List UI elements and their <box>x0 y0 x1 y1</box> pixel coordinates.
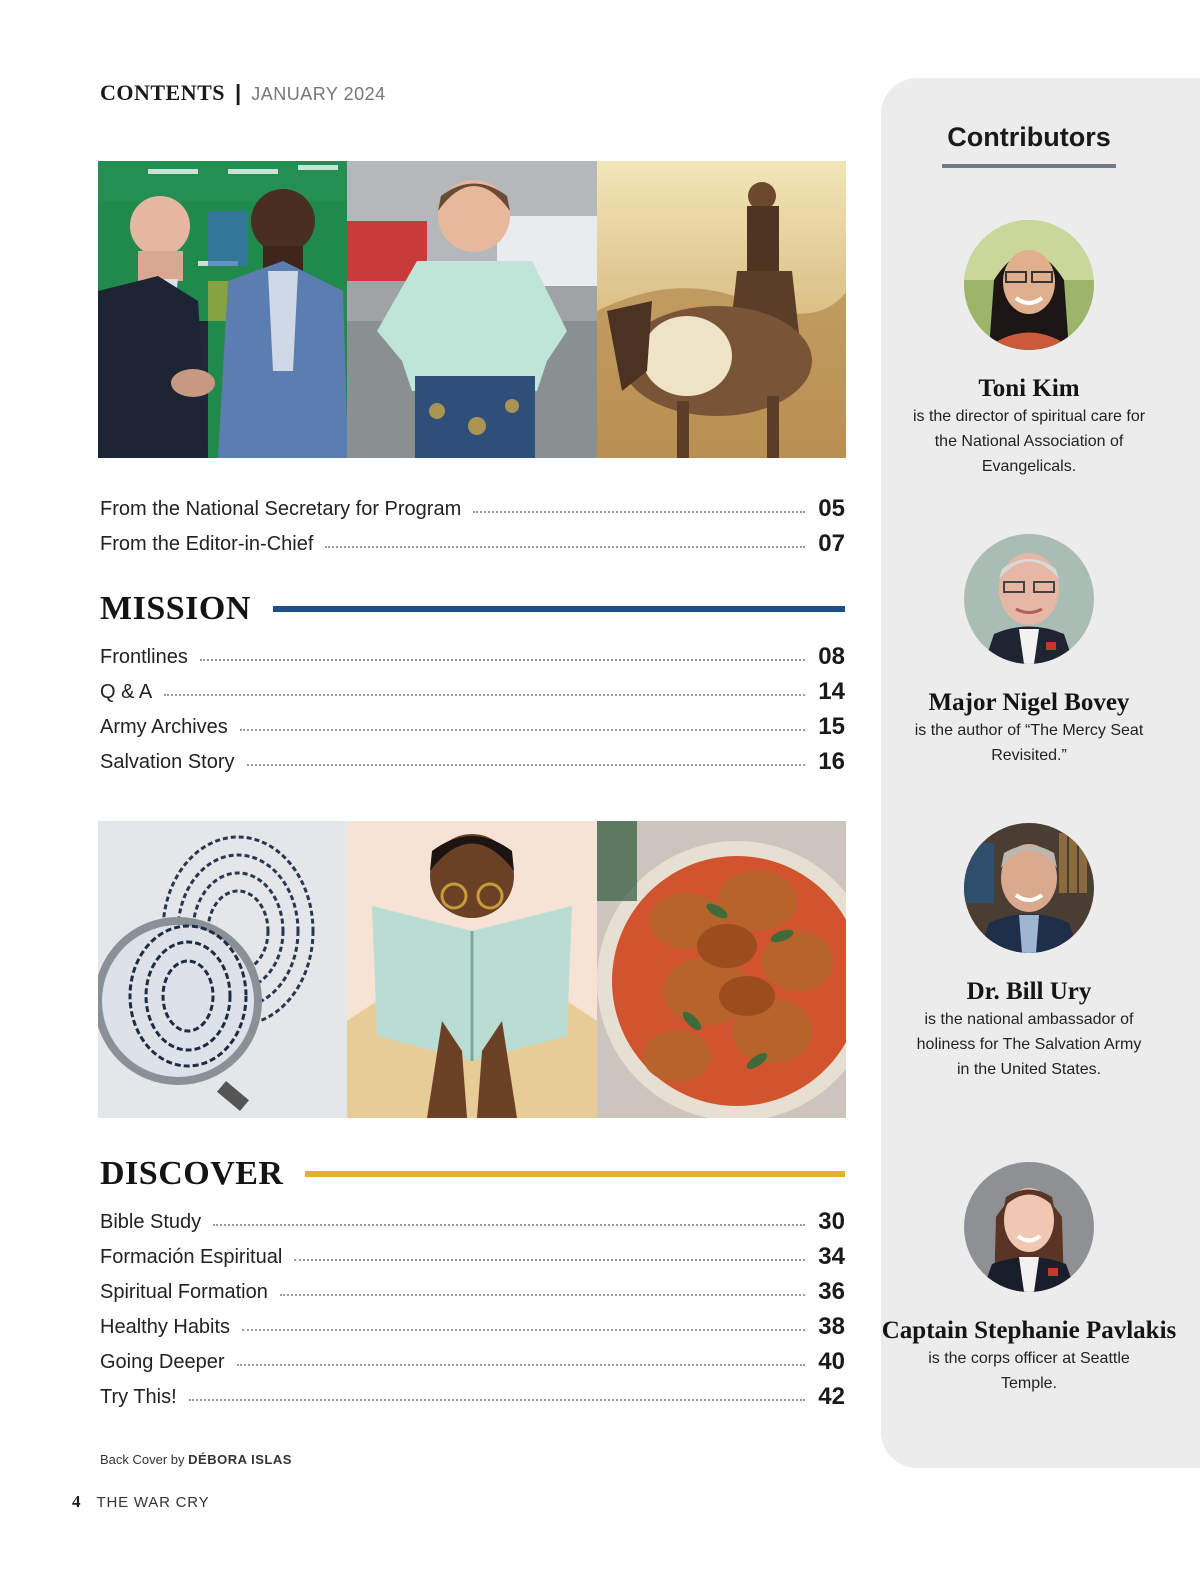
contributor-card <box>881 220 1177 479</box>
back-cover-credit <box>100 1452 292 1467</box>
avatar <box>964 1162 1094 1292</box>
avatar <box>964 823 1094 953</box>
credit-artist: DÉBORA ISLAS <box>188 1452 292 1467</box>
photo-horse-rider <box>597 161 846 458</box>
section-title: MISSION <box>100 590 251 627</box>
contributor-bio: is the corps officer at Seattle Temple. <box>928 1350 1130 1392</box>
avatar <box>964 534 1094 664</box>
contributors-sidebar <box>881 78 1200 1468</box>
contributor-name: Toni Kim <box>978 375 1080 402</box>
toc-item-label: Healthy Habits <box>100 1315 231 1338</box>
toc-item-label: From the Editor-in-Chief <box>100 532 314 555</box>
section-title: DISCOVER <box>100 1155 284 1192</box>
toc-item-label: Going Deeper <box>100 1350 225 1373</box>
contributor-bio: is the director of spiritual care for the National Association of Evangelicals. <box>912 408 1146 475</box>
contributor-bio: is the national ambassador of holiness for The Salvation Army in the United States. <box>916 1011 1142 1078</box>
illustration-reader <box>347 821 596 1118</box>
leader-dots <box>164 694 805 696</box>
leader-dots <box>237 1364 805 1366</box>
contributor-card <box>881 823 1177 1082</box>
toc-item-page: 30 <box>818 1208 845 1235</box>
top-photo-strip <box>98 161 846 458</box>
toc-item-page: 42 <box>818 1383 845 1410</box>
issue-date: JANUARY 2024 <box>251 84 386 104</box>
toc-item-label: Formación Espiritual <box>100 1245 283 1268</box>
toc-item[interactable] <box>100 1207 845 1237</box>
contributor-name: Captain Stephanie Pavlakis <box>881 1317 1177 1344</box>
contributor-name: Major Nigel Bovey <box>928 689 1130 716</box>
toc-item[interactable] <box>100 1312 845 1342</box>
toc-item[interactable] <box>100 1242 845 1272</box>
contributor-card <box>881 534 1177 768</box>
toc-item-page: 16 <box>818 748 845 775</box>
section-mission <box>100 590 845 628</box>
photo-fingerprint-magnifier <box>98 821 347 1118</box>
leader-dots <box>242 1329 805 1331</box>
toc-item-page: 08 <box>818 643 845 670</box>
leader-dots <box>280 1294 805 1296</box>
middle-photo-strip <box>98 821 846 1118</box>
toc-item-page: 38 <box>818 1313 845 1340</box>
toc-item-page: 40 <box>818 1348 845 1375</box>
toc-item-page: 15 <box>818 713 845 740</box>
toc-item[interactable] <box>100 712 845 742</box>
toc-item-label: Try This! <box>100 1385 177 1408</box>
toc-item-page: 14 <box>818 678 845 705</box>
page-number: 4 <box>72 1492 81 1511</box>
toc-item-page: 34 <box>818 1243 845 1270</box>
toc-item-label: Q & A <box>100 680 153 703</box>
leader-dots <box>240 729 805 731</box>
sidebar-title-rule <box>942 164 1116 168</box>
contents-title: CONTENTS <box>100 80 226 105</box>
toc-item-label: Bible Study <box>100 1210 202 1233</box>
sidebar-title: Contributors <box>947 122 1111 152</box>
toc-item-label: Salvation Story <box>100 750 235 773</box>
header-separator: | <box>235 80 242 105</box>
leader-dots <box>294 1259 805 1261</box>
toc-item-page: 36 <box>818 1278 845 1305</box>
toc-item-page: 07 <box>818 530 845 557</box>
leader-dots <box>200 659 805 661</box>
contributor-card <box>881 1162 1177 1396</box>
contributor-name: Dr. Bill Ury <box>966 978 1092 1005</box>
section-rule <box>305 1171 845 1177</box>
leader-dots <box>473 511 805 513</box>
toc-item-label: Frontlines <box>100 645 188 668</box>
photo-fried-chicken <box>597 821 846 1118</box>
toc-item[interactable] <box>100 1347 845 1377</box>
toc-item-page: 05 <box>818 495 845 522</box>
photo-handshake <box>98 161 347 458</box>
toc-item[interactable] <box>100 677 845 707</box>
magazine-name: THE WAR CRY <box>96 1494 210 1511</box>
page-footer <box>72 1492 209 1512</box>
toc-item[interactable] <box>100 642 845 672</box>
leader-dots <box>213 1224 805 1226</box>
photo-woman-smiling <box>347 161 596 458</box>
leader-dots <box>247 764 805 766</box>
toc-item-label: Spiritual Formation <box>100 1280 268 1303</box>
credit-prefix: Back Cover by <box>100 1452 185 1467</box>
toc-item[interactable] <box>100 747 845 777</box>
toc-item-label: From the National Secretary for Program <box>100 497 462 520</box>
toc-item[interactable] <box>100 494 845 524</box>
toc-item[interactable] <box>100 529 845 559</box>
leader-dots <box>189 1399 805 1401</box>
toc-item[interactable] <box>100 1277 845 1307</box>
contributor-bio: is the author of “The Mercy Seat Revisited.” <box>914 722 1144 764</box>
toc-item-label: Army Archives <box>100 715 228 738</box>
avatar <box>964 220 1094 350</box>
section-discover <box>100 1155 845 1193</box>
toc-item[interactable] <box>100 1382 845 1412</box>
section-rule <box>273 606 845 612</box>
contents-header <box>100 80 386 106</box>
leader-dots <box>325 546 805 548</box>
